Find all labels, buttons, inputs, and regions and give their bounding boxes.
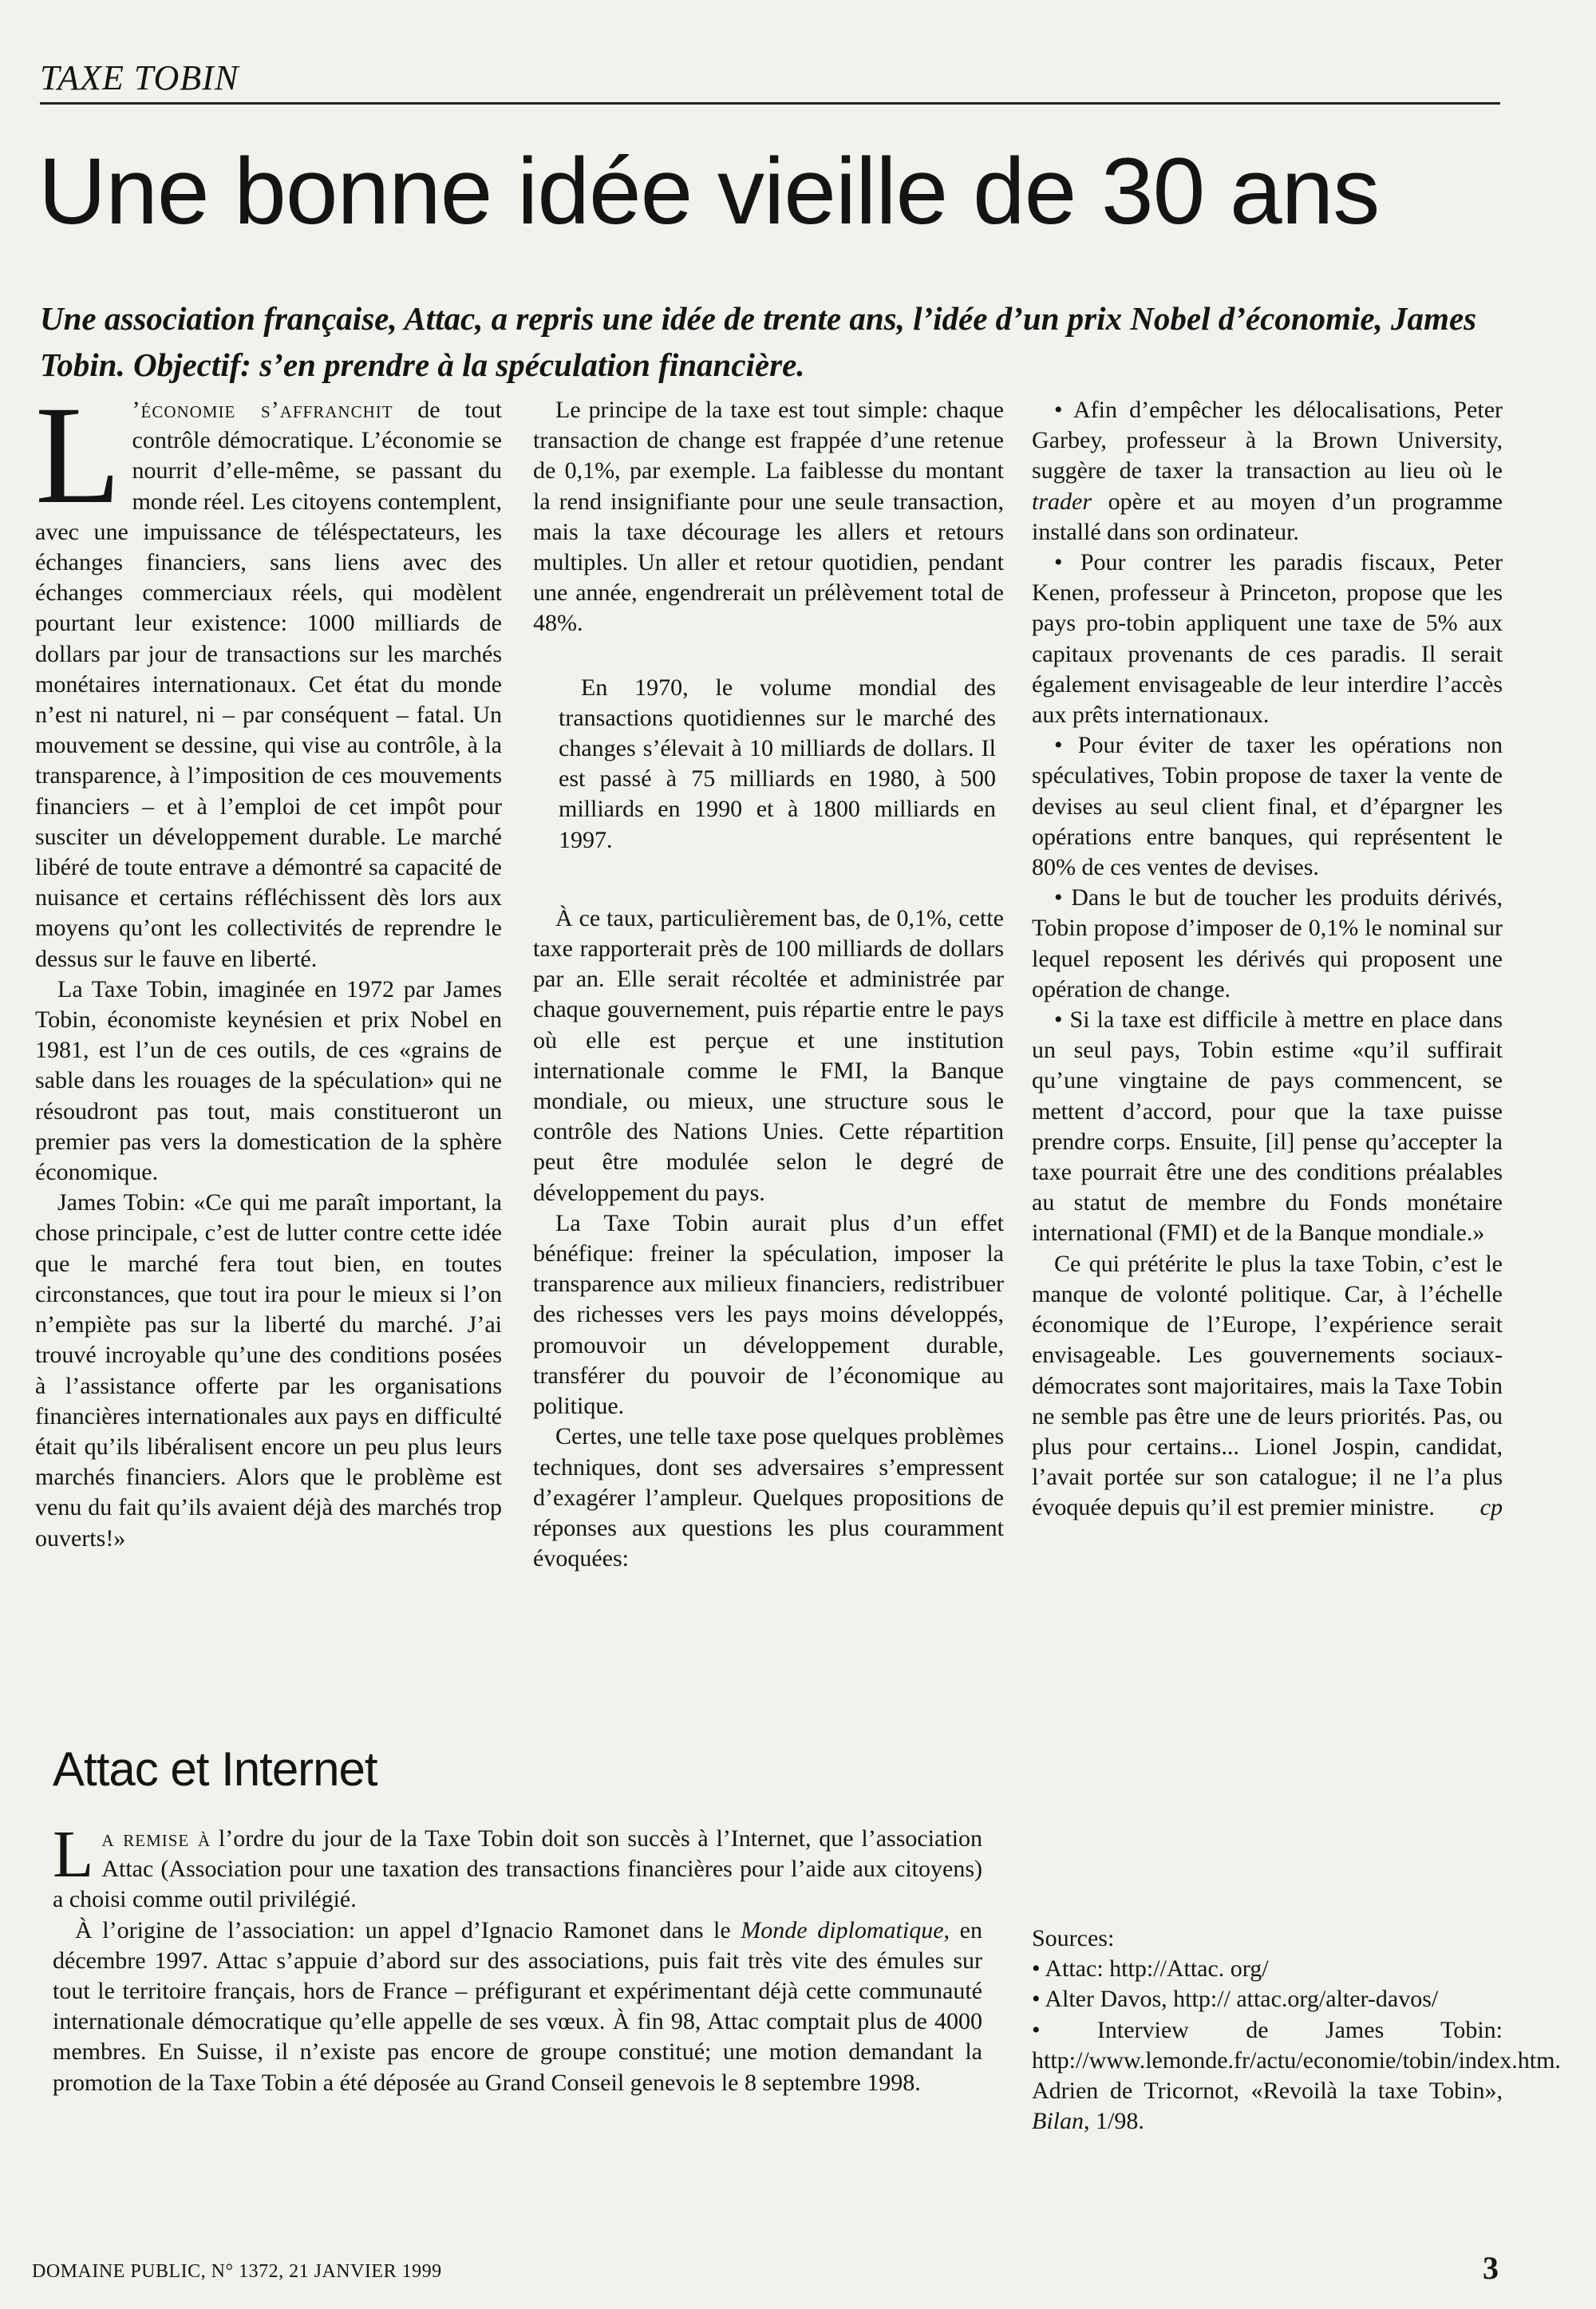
sidebar-box-title: Attac et Internet xyxy=(53,1742,377,1796)
italic-title: Monde diplomatique xyxy=(741,1916,944,1943)
paragraph-text: de tout contrôle démocratique. L’économie se nourrit d’elle-même, se passant du monde réel. Les citoyens contemplent, avec une impuissance de téléspectateurs, les échanges financiers, sans liens avec des échanges commerciaux réels, qui modèlent pourtant leur existence: 1000 milliards de dollars par jour de transactions sur les marchés monétaires internationaux. Cet état du monde n’est ni naturel, ni – par conséquent – fatal. Un mouvement se dessine, qui vise au contrôle, à la transparence, à l’imposition de ces mouvements financiers – et à l’emploi de cet impôt pour susciter un développement durable. Le marché libéré de toute entrave a démontré sa capacité de nuisance et certains réfléchissent dès lors aux moyens qu’ont les collectivités de reprendre le dessus sur le fauve en liberté. xyxy=(35,397,502,972)
sidebar-box-body xyxy=(53,1817,982,2098)
bullet-paragraph xyxy=(1032,395,1503,548)
bullet-paragraph: • Pour éviter de taxer les opérations non spéculatives, Tobin propose de taxer la vente de devises au seul client final, et d’épargner les opérations entre banques, qui représentent le 80% de ces ventes de devises. xyxy=(1032,732,1503,881)
lead-in: ’économie s’affranchit xyxy=(132,397,393,423)
source-item xyxy=(1032,2076,1503,2137)
italic-term: trader xyxy=(1032,488,1092,515)
callout-text: En 1970, le volume mondial des transactions quotidiennes sur le marché des changes s’élevait à 10 milliards de dollars. Il est passé à 75 milliards en 1980, à 500 milliards en 1990 et à 1800 milliards en 1997. xyxy=(559,674,996,853)
article-paragraph: La Taxe Tobin, imaginée en 1972 par James Tobin, économiste keynésien et prix Nobel en 1981, est l’un de ces outils, de ces «grains de sable dans les rouages de la spéculation» qui ne résoudront pas tout, mais constitueront un premier pas vers la domestication de la sphère économique. xyxy=(35,975,502,1186)
article-paragraph: La Taxe Tobin aurait plus d’un effet bénéfique: freiner la spéculation, imposer la transparence aux milieux financiers, redistribuer des richesses vers les pays moins développés, promouvoir un développement durable, transférer du pouvoir de l’économique au politique. xyxy=(533,1209,1004,1420)
standfirst: Une association française, Attac, a repris une idée de trente ans, l’idée d’un prix Nobel d’économie, James Tobin. Objectif: s’en prendre à la spéculation financière. xyxy=(40,300,1477,383)
article-column-2 xyxy=(533,395,1004,1574)
source-text: , 1/98. xyxy=(1084,2108,1144,2135)
headline: Une bonne idée vieille de 30 ans xyxy=(38,139,1380,244)
bullet-text: • Afin d’empêcher les délocalisations, Peter Garbey, professeur à la Brown University, suggère de taxer la transaction au lieu où le xyxy=(1032,397,1503,484)
article-paragraph: Certes, une telle taxe pose quelques problèmes techniques, dont ses adversaires s’empressent d’exagérer l’ampleur. Quelques propositions de réponses aux questions les plus couramment évoquées: xyxy=(533,1423,1004,1572)
source-item: • Alter Davos, http:// attac.org/alter-davos/ xyxy=(1032,1986,1439,2013)
article-paragraph: À ce taux, particulièrement bas, de 0,1%, cette taxe rapporterait près de 100 milliards de dollars par an. Elle serait récoltée et administrée par chaque gouvernement, puis répartie entre le pays où elle est perçue et une institution internationale comme le FMI, la Banque mondiale, ou mieux, une structure sous le contrôle des Nations Unies. Cette répartition peut être modulée selon le degré de développement du pays. xyxy=(533,904,1004,1206)
article-column-1 xyxy=(35,378,502,1554)
source-text: Adrien de Tricornot, «Revoilà la taxe Tobin», xyxy=(1032,2078,1503,2105)
paragraph-text: À l’origine de l’association: un appel d’Ignacio Ramonet dans le xyxy=(75,1916,741,1943)
source-item: • Attac: http://Attac. org/ xyxy=(1032,1955,1269,1983)
section-rubric: TAXE TOBIN xyxy=(40,58,239,97)
sources-heading: Sources: xyxy=(1032,1925,1115,1951)
publication-footer: DOMAINE PUBLIC, N° 1372, 21 JANVIER 1999 xyxy=(32,2261,442,2282)
paragraph-text: l’ordre du jour de la Taxe Tobin doit son succès à l’Internet, que l’association Attac (Association pour une taxation des transactions financières pour l’aide aux citoyens) a choisi comme outil privilégié. xyxy=(53,1825,982,1913)
source-item: • Interview de James Tobin: http://www.lemonde.fr/actu/economie/tobin/index.htm. xyxy=(1032,2016,1561,2074)
article-paragraph: James Tobin: «Ce qui me paraît important, la chose principale, c’est de lutter contre cette idée que le marché fera tout bien, en toutes circonstances, que tout ira pour le mieux si l’on n’empiète pas sur la liberté du marché. J’ai trouvé incroyable qu’une des conditions posées à l’assistance offerte par les organisations financières internationales aux pays en difficulté était qu’ils libéralisent encore un peu plus leurs marchés financiers. Alors que le problème est venu du fait qu’ils avaient déjà des marchés trop ouverts!» xyxy=(35,1189,502,1552)
bullet-paragraph: • Pour contrer les paradis fiscaux, Peter Kenen, professeur à Princeton, propose que les pays pro-tobin appliquent une taxe de 5% aux capitaux provenants de ces paradis. Il serait également envisageable de leur interdire l’accès aux prêts internationaux. xyxy=(1032,549,1503,729)
top-rule xyxy=(40,102,1500,105)
box-paragraph xyxy=(53,1817,982,1916)
paragraph-text: Ce qui prétérite le plus la taxe Tobin, c’est le manque de volonté politique. Car, à l’échelle économique de l’Europe, l’expérience serait envisageable. Les gouvernements sociaux-démocrates sont majoritaires, mais la Taxe Tobin ne semble pas être une de leurs priorités. Pas, ou plus pour certains... Lionel Jospin, candidat, l’avait portée sur son catalogue; il ne l’a plus évoquée depuis qu’il est premier ministre. xyxy=(1032,1250,1503,1521)
drop-cap: L xyxy=(35,378,121,533)
bullet-paragraph: • Si la taxe est difficile à mettre en place dans un seul pays, Tobin estime «qu’il suffirait qu’une vingtaine de pays commencent, se mettent d’accord, pour que la taxe puisse prendre corps. Ensuite, [il] pense qu’accepter la taxe pourrait être une des conditions préalables au statut de membre du Fonds monétaire international (FMI) et de la Banque mondiale.» xyxy=(1032,1006,1503,1247)
lead-in: a remise à xyxy=(101,1825,211,1852)
box-paragraph xyxy=(53,1916,982,2098)
article-paragraph xyxy=(35,378,502,975)
paragraph-text: , en décembre 1997. Attac s’appuie d’abord sur des associations, puis fait très vite des émules sur tout le territoire français, hors de France – préfigurant et expérimentant déjà cette communauté internationale démocratique qu’elle appelle de ses vœux. À fin 98, Attac comptait plus de 4000 membres. En Suisse, il n’existe pas encore de groupe constitué; une motion demandant la promotion de la Taxe Tobin a été déposée au Grand Conseil genevois le 8 septembre 1998. xyxy=(53,1916,982,2096)
drop-cap: L xyxy=(53,1817,94,1892)
italic-title: Bilan xyxy=(1032,2108,1084,2135)
bullet-text: opère et au moyen d’un programme installé dans son ordinateur. xyxy=(1032,488,1503,545)
article-paragraph xyxy=(1032,1249,1503,1524)
author-signature: cp xyxy=(1479,1494,1503,1521)
page-number: 3 xyxy=(1483,2250,1499,2286)
statistics-callout xyxy=(533,673,1004,856)
sources-list xyxy=(1032,1924,1561,2137)
article-column-3 xyxy=(1032,395,1503,1524)
bullet-paragraph: • Dans le but de toucher les produits dérivés, Tobin propose d’imposer de 0,1% le nominal sur lequel reposent les dérivés qui proposent une opération de change. xyxy=(1032,884,1503,1002)
article-paragraph: Le principe de la taxe est tout simple: chaque transaction de change est frappée d’une retenue de 0,1%, par exemple. La faiblesse du montant la rend insignifiante pour une seule transaction, mais la taxe décourage les allers et retours multiples. Un aller et retour quotidien, pendant une année, engendrerait un prélèvement total de 48%. xyxy=(533,397,1004,637)
